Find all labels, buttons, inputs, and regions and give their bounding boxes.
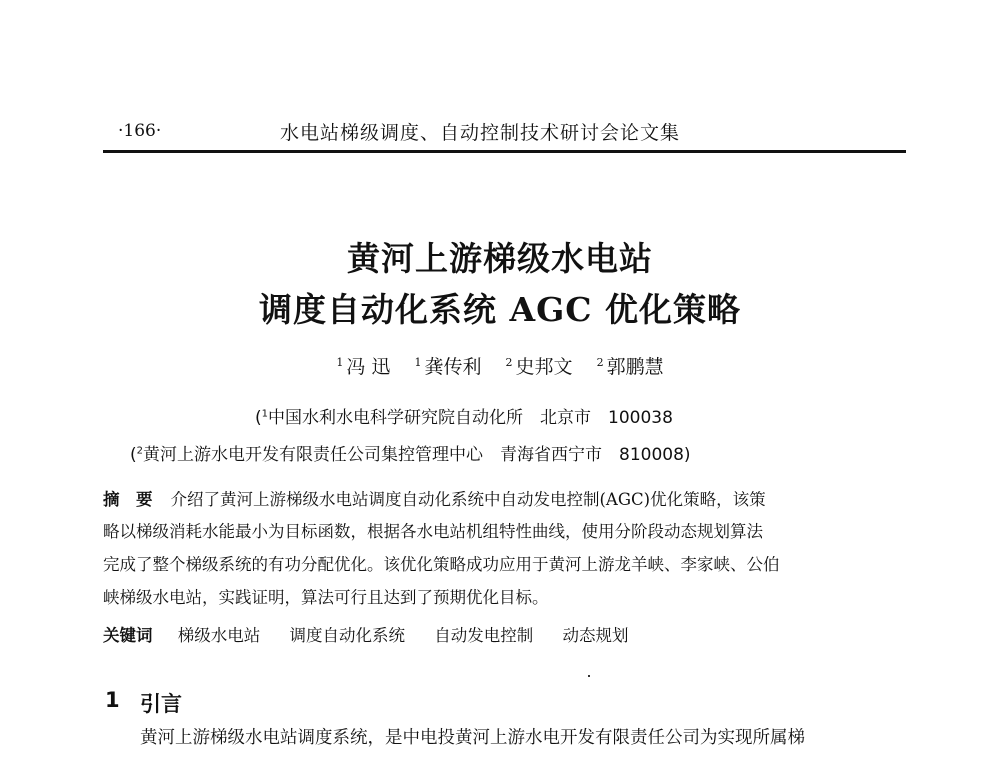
affiliation-text: 黄河上游水电开发有限责任公司集控管理中心 青海省西宁市 810008) — [143, 445, 691, 465]
author-name: 郭鹏慧 — [606, 356, 664, 378]
affiliation-open-paren: ( — [255, 408, 262, 428]
author-affiliation-mark: 1 — [336, 355, 344, 369]
paper-title-line-2: 调度自动化系统 AGC 优化策略 — [258, 290, 742, 329]
affiliation-text: 中国水利水电科学研究院自动化所 北京市 100038 — [268, 408, 673, 428]
abstract-line: 略以梯级消耗水能最小为目标函数，根据各水电站机组特性曲线，使用分阶段动态规划算法 — [103, 522, 763, 541]
keyword: 自动发电控制 — [434, 626, 534, 645]
author-name: 史邦文 — [515, 356, 573, 378]
abstract-line: 完成了整个梯级系统的有功分配优化。该优化策略成功应用于黄河上游龙羊峡、李家峡、公伯 — [103, 555, 780, 574]
affiliation-1 — [255, 403, 673, 428]
abstract-label: 摘 要 — [103, 490, 153, 509]
affiliation-mark: 2 — [136, 445, 144, 457]
proceedings-title: 水电站梯级调度、自动控制技术研讨会论文集 — [280, 122, 681, 144]
affiliation-2 — [130, 440, 691, 465]
body-paragraph-line: 黄河上游梯级水电站调度系统，是中电投黄河上游水电开发有限责任公司为实现所属梯 — [140, 728, 805, 748]
author-affiliation-mark: 2 — [505, 355, 513, 369]
author-name: 龚传利 — [424, 356, 482, 378]
author — [597, 356, 664, 378]
abstract-text: 介绍了黄河上游梯级水电站调度自动化系统中自动发电控制(AGC)优化策略，该策 — [170, 490, 766, 509]
header-rule — [103, 150, 906, 153]
keyword: 梯级水电站 — [177, 626, 261, 645]
author-name: 冯 迅 — [346, 356, 391, 378]
keywords-label: 关键词 — [103, 626, 153, 645]
abstract-line: 峡梯级水电站，实践证明，算法可行且达到了预期优化目标。 — [103, 588, 549, 607]
paper-title-line-1: 黄河上游梯级水电站 — [347, 239, 653, 278]
abstract-line — [103, 486, 766, 510]
author — [336, 356, 390, 378]
affiliation-open-paren: ( — [130, 445, 137, 465]
author — [506, 356, 573, 378]
affiliation-mark: 1 — [261, 408, 269, 420]
author-affiliation-mark: 2 — [596, 355, 604, 369]
scan-speck — [588, 675, 590, 677]
keyword: 调度自动化系统 — [289, 626, 405, 645]
author — [414, 356, 481, 378]
section-title: 引言 — [140, 692, 182, 716]
page-number: ·166· — [118, 121, 162, 141]
keywords-line — [103, 622, 653, 646]
section-number: 1 — [105, 688, 120, 712]
keyword: 动态规划 — [562, 626, 629, 645]
author-affiliation-mark: 1 — [414, 355, 422, 369]
author-list — [0, 352, 1000, 379]
